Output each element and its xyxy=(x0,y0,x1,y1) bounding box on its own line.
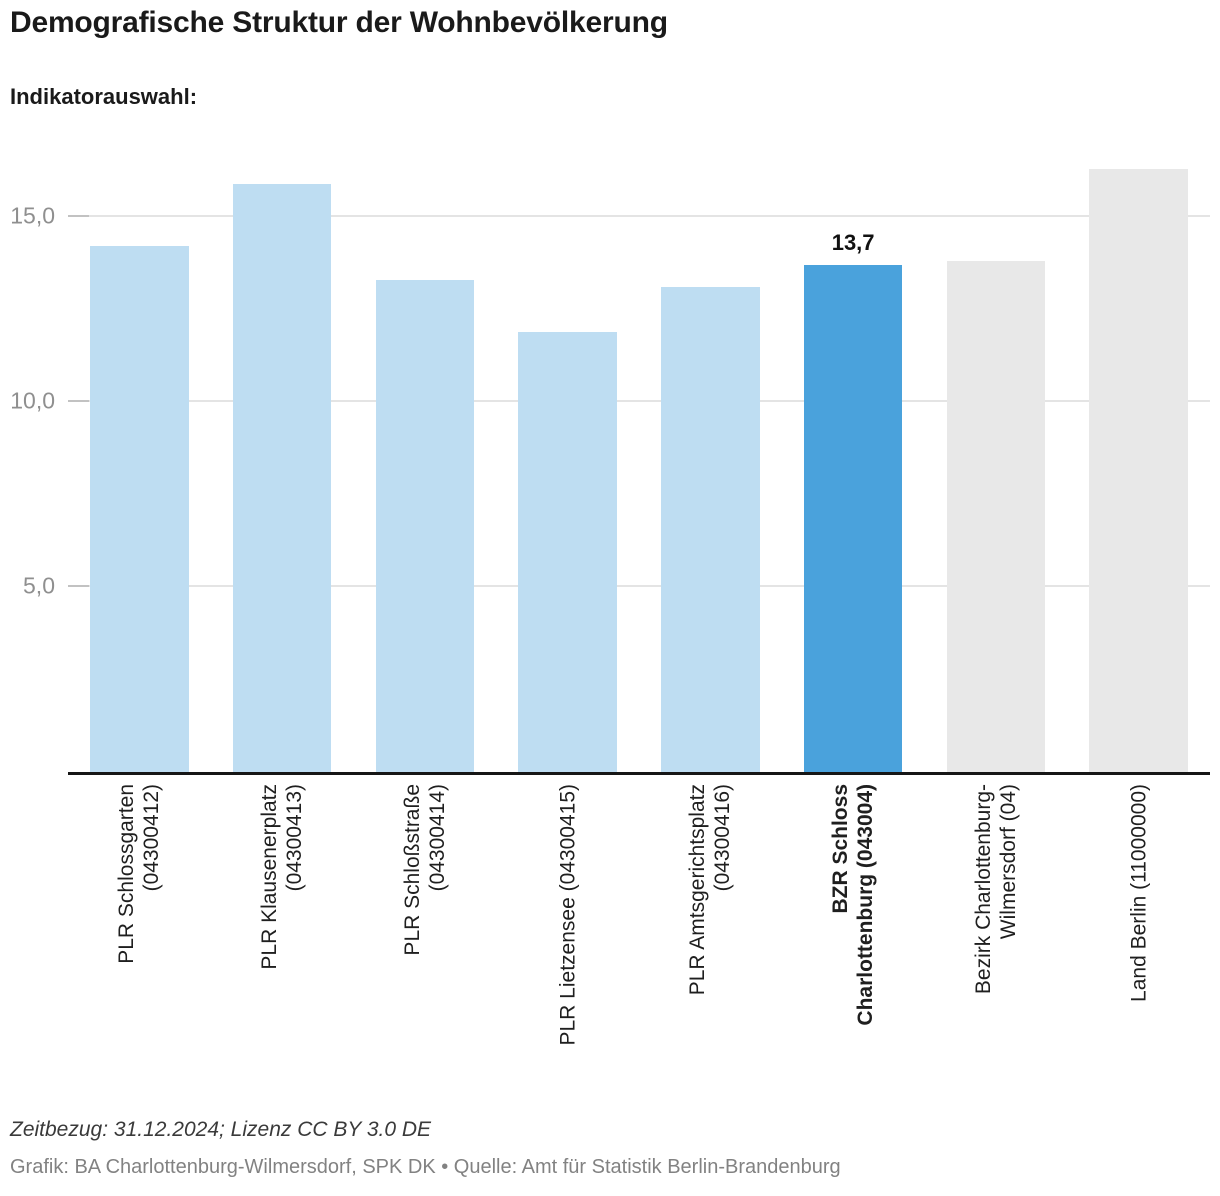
bar-chart-plot-area xyxy=(10,155,1210,775)
x-label-line: PLR Klausenerplatz xyxy=(258,784,282,970)
bar-slot xyxy=(496,155,639,772)
x-label-slot xyxy=(496,784,639,1114)
x-axis-label-bezirk-charlottenburg-wilmersdorf xyxy=(971,784,1021,1124)
x-label-slot xyxy=(639,784,782,1114)
y-axis-tick-label: 15,0 xyxy=(10,202,55,229)
bar-plr-amtsgerichtsplatz[interactable] xyxy=(661,287,759,772)
bar-slot xyxy=(211,155,354,772)
bar-plr-schlossgarten[interactable] xyxy=(90,246,188,772)
bar-slot xyxy=(1067,155,1210,772)
bars-row xyxy=(68,155,1210,772)
x-label-line: PLR Schloßstraße xyxy=(400,784,424,956)
bar-slot xyxy=(354,155,497,772)
x-label-slot xyxy=(68,784,211,1114)
x-axis-labels xyxy=(68,784,1210,1114)
y-axis-tick-label: 10,0 xyxy=(10,387,55,414)
x-label-line: Land Berlin (11000000) xyxy=(1127,784,1151,1002)
x-label-line: BZR Schloss xyxy=(829,784,853,914)
footer-attribution-source: Grafik: BA Charlottenburg-Wilmersdorf, SPK DK • Quelle: Amt für Statistik Berlin-Brandenburg xyxy=(10,1156,841,1178)
x-label-line: (04300414) xyxy=(425,784,449,892)
indicator-select-label: Indikatorauswahl: xyxy=(10,84,198,109)
bar-slot xyxy=(782,155,925,772)
x-axis-label-plr-amtsgerichtsplatz xyxy=(685,784,735,1124)
x-axis-label-plr-klausenerplatz xyxy=(257,784,307,1124)
x-label-line: Charlottenburg (043004) xyxy=(854,784,878,1026)
footer-timeref-license: Zeitbezug: 31.12.2024; Lizenz CC BY 3.0 DE xyxy=(10,1118,432,1141)
bar-value-label: 13,7 xyxy=(831,229,875,255)
x-axis-label-plr-schlossgarten xyxy=(114,784,164,1124)
bar-bezirk-charlottenburg-wilmersdorf[interactable] xyxy=(947,261,1045,772)
x-label-line: PLR Lietzensee (04300415) xyxy=(556,784,580,1046)
bar-plr-schlossstrasse[interactable] xyxy=(376,280,474,772)
x-axis-label-plr-lietzensee xyxy=(555,784,580,1124)
y-axis-tick-label: 5,0 xyxy=(23,572,55,599)
bar-slot xyxy=(925,155,1068,772)
bar-bzr-schloss-charlottenburg-highlight[interactable] xyxy=(804,265,902,772)
x-label-slot xyxy=(1067,784,1210,1114)
x-label-slot xyxy=(211,784,354,1114)
x-label-line: Wilmersdorf (04) xyxy=(996,784,1020,940)
x-axis-label-plr-schlossstrasse xyxy=(400,784,450,1124)
bar-plr-klausenerplatz[interactable] xyxy=(233,184,331,773)
x-label-line: (04300412) xyxy=(140,784,164,892)
x-label-line: Bezirk Charlottenburg- xyxy=(971,784,995,995)
bar-slot xyxy=(68,155,211,772)
page-title: Demografische Struktur der Wohnbevölkerung xyxy=(10,6,668,39)
x-label-line: (04300416) xyxy=(711,784,735,892)
x-label-slot xyxy=(925,784,1068,1114)
x-label-slot xyxy=(354,784,497,1114)
bar-land-berlin[interactable] xyxy=(1089,169,1187,772)
x-label-line: PLR Amtsgerichtsplatz xyxy=(686,784,710,996)
x-label-line: PLR Schlossgarten xyxy=(115,784,139,964)
x-axis-label-bzr-schloss-charlottenburg xyxy=(828,784,878,1124)
x-label-slot xyxy=(782,784,925,1114)
bar-slot xyxy=(639,155,782,772)
x-axis-label-land-berlin xyxy=(1126,784,1151,1124)
x-label-line: (04300413) xyxy=(283,784,307,892)
bar-plr-lietzensee[interactable] xyxy=(518,332,616,772)
